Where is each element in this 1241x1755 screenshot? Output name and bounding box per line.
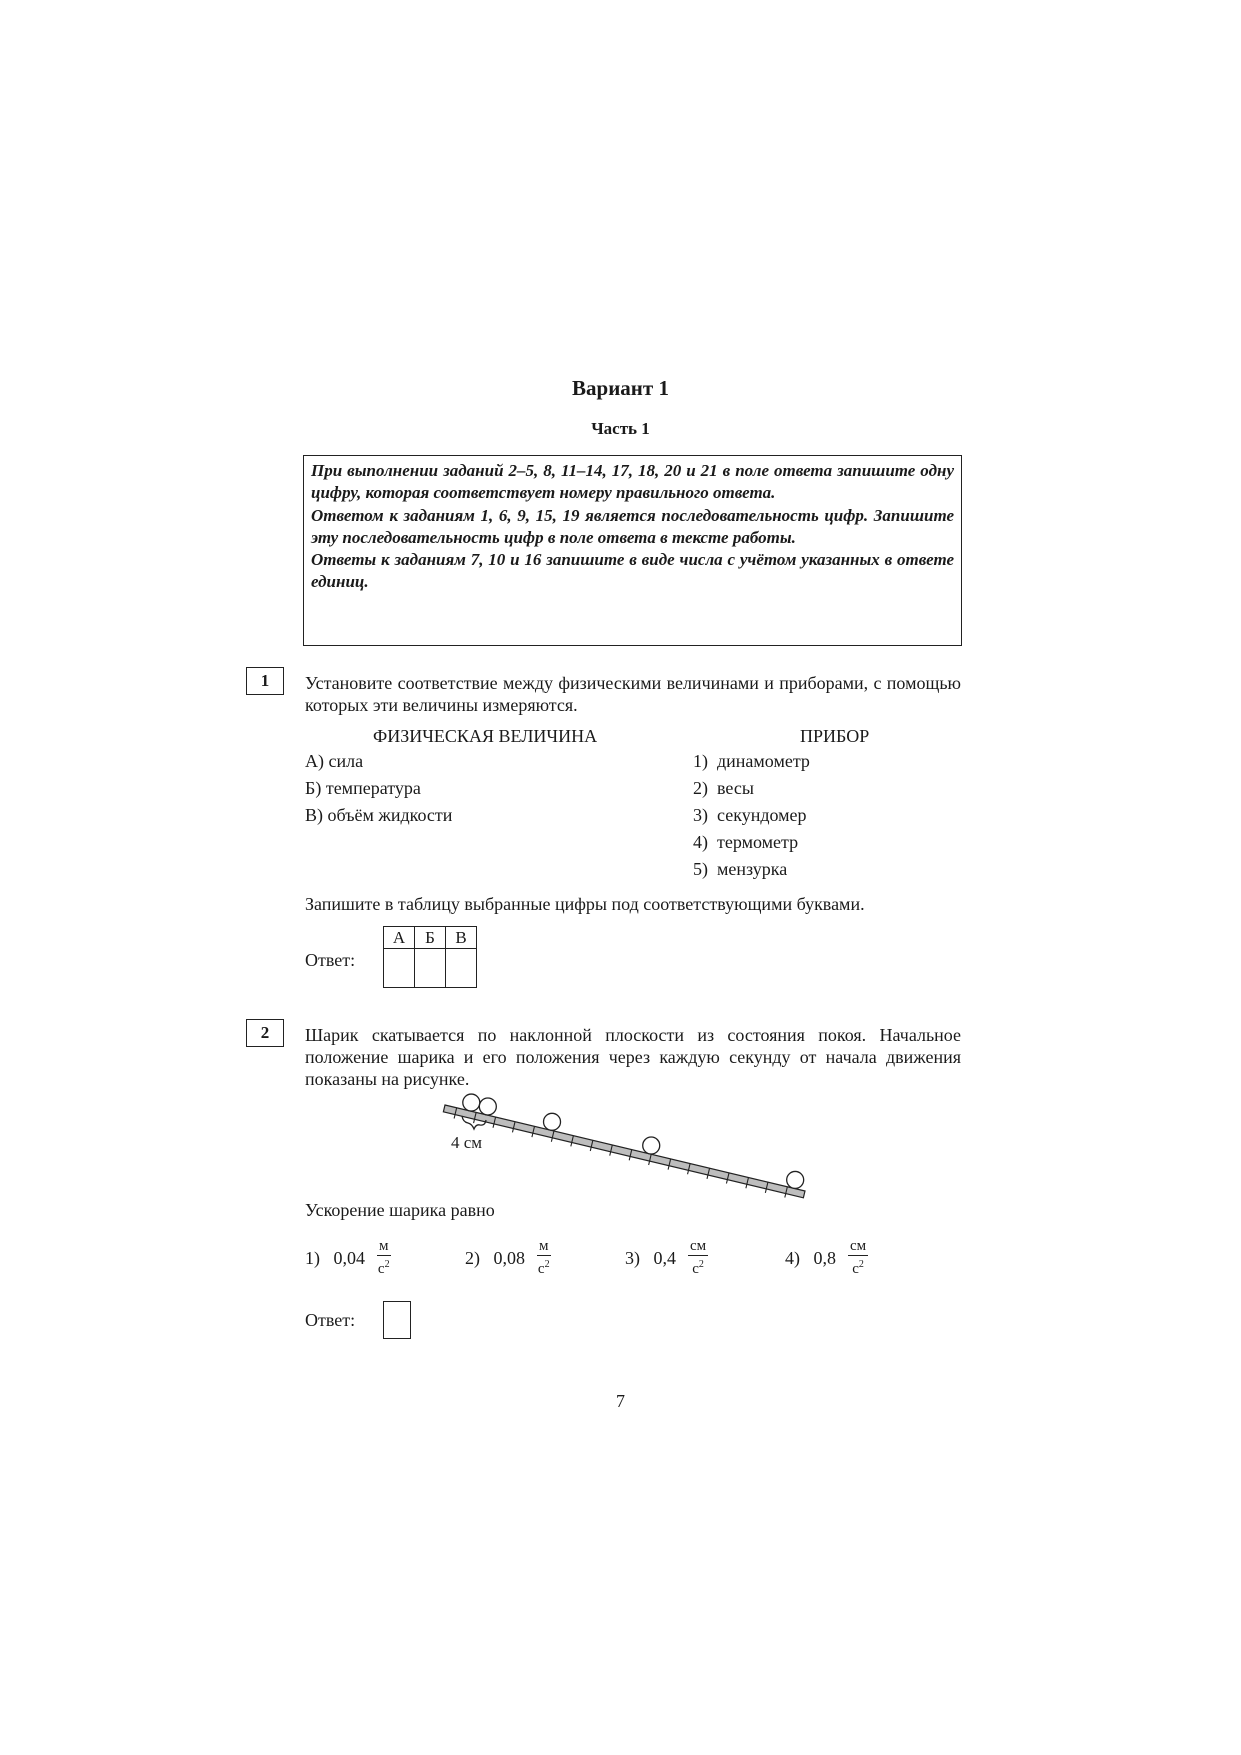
task2-number: 2 — [246, 1019, 284, 1047]
scale-label: 4 см — [451, 1133, 483, 1152]
device-number: 1) — [693, 751, 708, 771]
unit-exponent: 2 — [858, 1259, 864, 1270]
device-item — [693, 832, 798, 853]
task1-table-prompt: Запишите в таблицу выбранные цифры под соответствующими буквами. — [305, 894, 865, 914]
part-title: Часть 1 — [591, 419, 650, 438]
unit-denominator: с — [537, 1261, 545, 1277]
answer-cell[interactable] — [446, 949, 477, 988]
option-number: 2) — [465, 1247, 480, 1268]
task1-number: 1 — [246, 667, 284, 695]
plane-board — [443, 1105, 805, 1198]
answer-cell[interactable] — [384, 949, 415, 988]
option-value: 0,8 — [813, 1247, 836, 1268]
unit-fraction — [848, 1238, 868, 1278]
task2-text: Шарик скатывается по наклонной плоскости из состояния покоя. Начальное положение шарика и его положения через каждую секунду от начала движения показаны на рисунке. — [305, 1025, 961, 1089]
device-label: секундомер — [717, 805, 807, 825]
option-value: 0,04 — [333, 1247, 365, 1268]
quantity-item: Б) температура — [305, 778, 421, 798]
inclined-plane — [443, 1105, 805, 1198]
device-item — [693, 751, 810, 772]
task2-answer-label: Ответ: — [305, 1310, 356, 1330]
ball — [787, 1171, 804, 1188]
device-number: 5) — [693, 859, 708, 879]
option-number: 1) — [305, 1247, 320, 1268]
unit-numerator: см — [690, 1238, 707, 1254]
device-number: 2) — [693, 778, 708, 798]
quantity-item: В) объём жидкости — [305, 805, 453, 825]
unit-denominator: с — [377, 1261, 385, 1277]
device-number: 4) — [693, 832, 708, 852]
task1-answer-table — [383, 926, 477, 988]
task2-option — [625, 1238, 708, 1278]
task1-right-header: ПРИБОР — [800, 726, 870, 746]
ball — [479, 1098, 496, 1115]
answer-table-header: А — [384, 927, 415, 949]
inclined-plane-figure — [430, 1084, 820, 1204]
ball-positions — [463, 1094, 804, 1188]
option-value: 0,08 — [493, 1247, 525, 1268]
unit-exponent: 2 — [698, 1259, 704, 1270]
device-item — [693, 778, 754, 799]
device-label: динамометр — [717, 751, 810, 771]
unit-numerator: см — [850, 1238, 867, 1254]
task1-text: Установите соответствие между физическими величинами и приборами, с помощью которых эти величины измеряются. — [305, 673, 961, 715]
device-label: мензурка — [717, 859, 788, 879]
answer-cell[interactable] — [415, 949, 446, 988]
instruction-line: При выполнении заданий 2–5, 8, 11–14, 17, 18, 20 и 21 в поле ответа запишите одну цифру, которая соответствует номеру правильного ответа. — [311, 461, 954, 503]
answer-table-header: Б — [415, 927, 446, 949]
unit-denominator: с — [692, 1261, 699, 1277]
answer-table-header: В — [446, 927, 477, 949]
device-item — [693, 805, 807, 826]
instructions-box — [303, 455, 962, 646]
ball — [544, 1113, 561, 1130]
device-label: весы — [717, 778, 754, 798]
task2-option — [465, 1238, 551, 1278]
task1-left-header: ФИЗИЧЕСКАЯ ВЕЛИЧИНА — [373, 726, 598, 746]
option-value: 0,4 — [653, 1247, 676, 1268]
unit-denominator: с — [852, 1261, 859, 1277]
device-label: термометр — [717, 832, 799, 852]
unit-fraction — [377, 1238, 391, 1278]
device-item — [693, 859, 787, 880]
instruction-line: Ответом к заданиям 1, 6, 9, 15, 19 является последовательность цифр. Запишите эту последовательность цифр в поле ответа в тексте работы. — [311, 505, 954, 547]
task1-answer-label: Ответ: — [305, 950, 356, 970]
variant-title: Вариант 1 — [572, 376, 669, 400]
option-number: 4) — [785, 1247, 800, 1268]
task2-option — [785, 1238, 868, 1278]
device-number: 3) — [693, 805, 708, 825]
ball — [463, 1094, 480, 1111]
quantity-item: А) сила — [305, 751, 364, 771]
task2-answer-box[interactable] — [383, 1301, 411, 1339]
task2-question: Ускорение шарика равно — [305, 1200, 495, 1220]
option-number: 3) — [625, 1247, 640, 1268]
unit-fraction — [688, 1238, 708, 1278]
unit-exponent: 2 — [544, 1259, 550, 1270]
task2-option — [305, 1238, 391, 1278]
page-number: 7 — [616, 1391, 625, 1411]
unit-numerator: м — [539, 1238, 549, 1254]
unit-exponent: 2 — [384, 1259, 390, 1270]
unit-fraction — [537, 1238, 551, 1278]
instruction-line: Ответы к заданиям 7, 10 и 16 запишите в виде числа с учётом указанных в ответе единиц. — [311, 550, 954, 592]
unit-numerator: м — [379, 1238, 389, 1254]
ball — [643, 1137, 660, 1154]
